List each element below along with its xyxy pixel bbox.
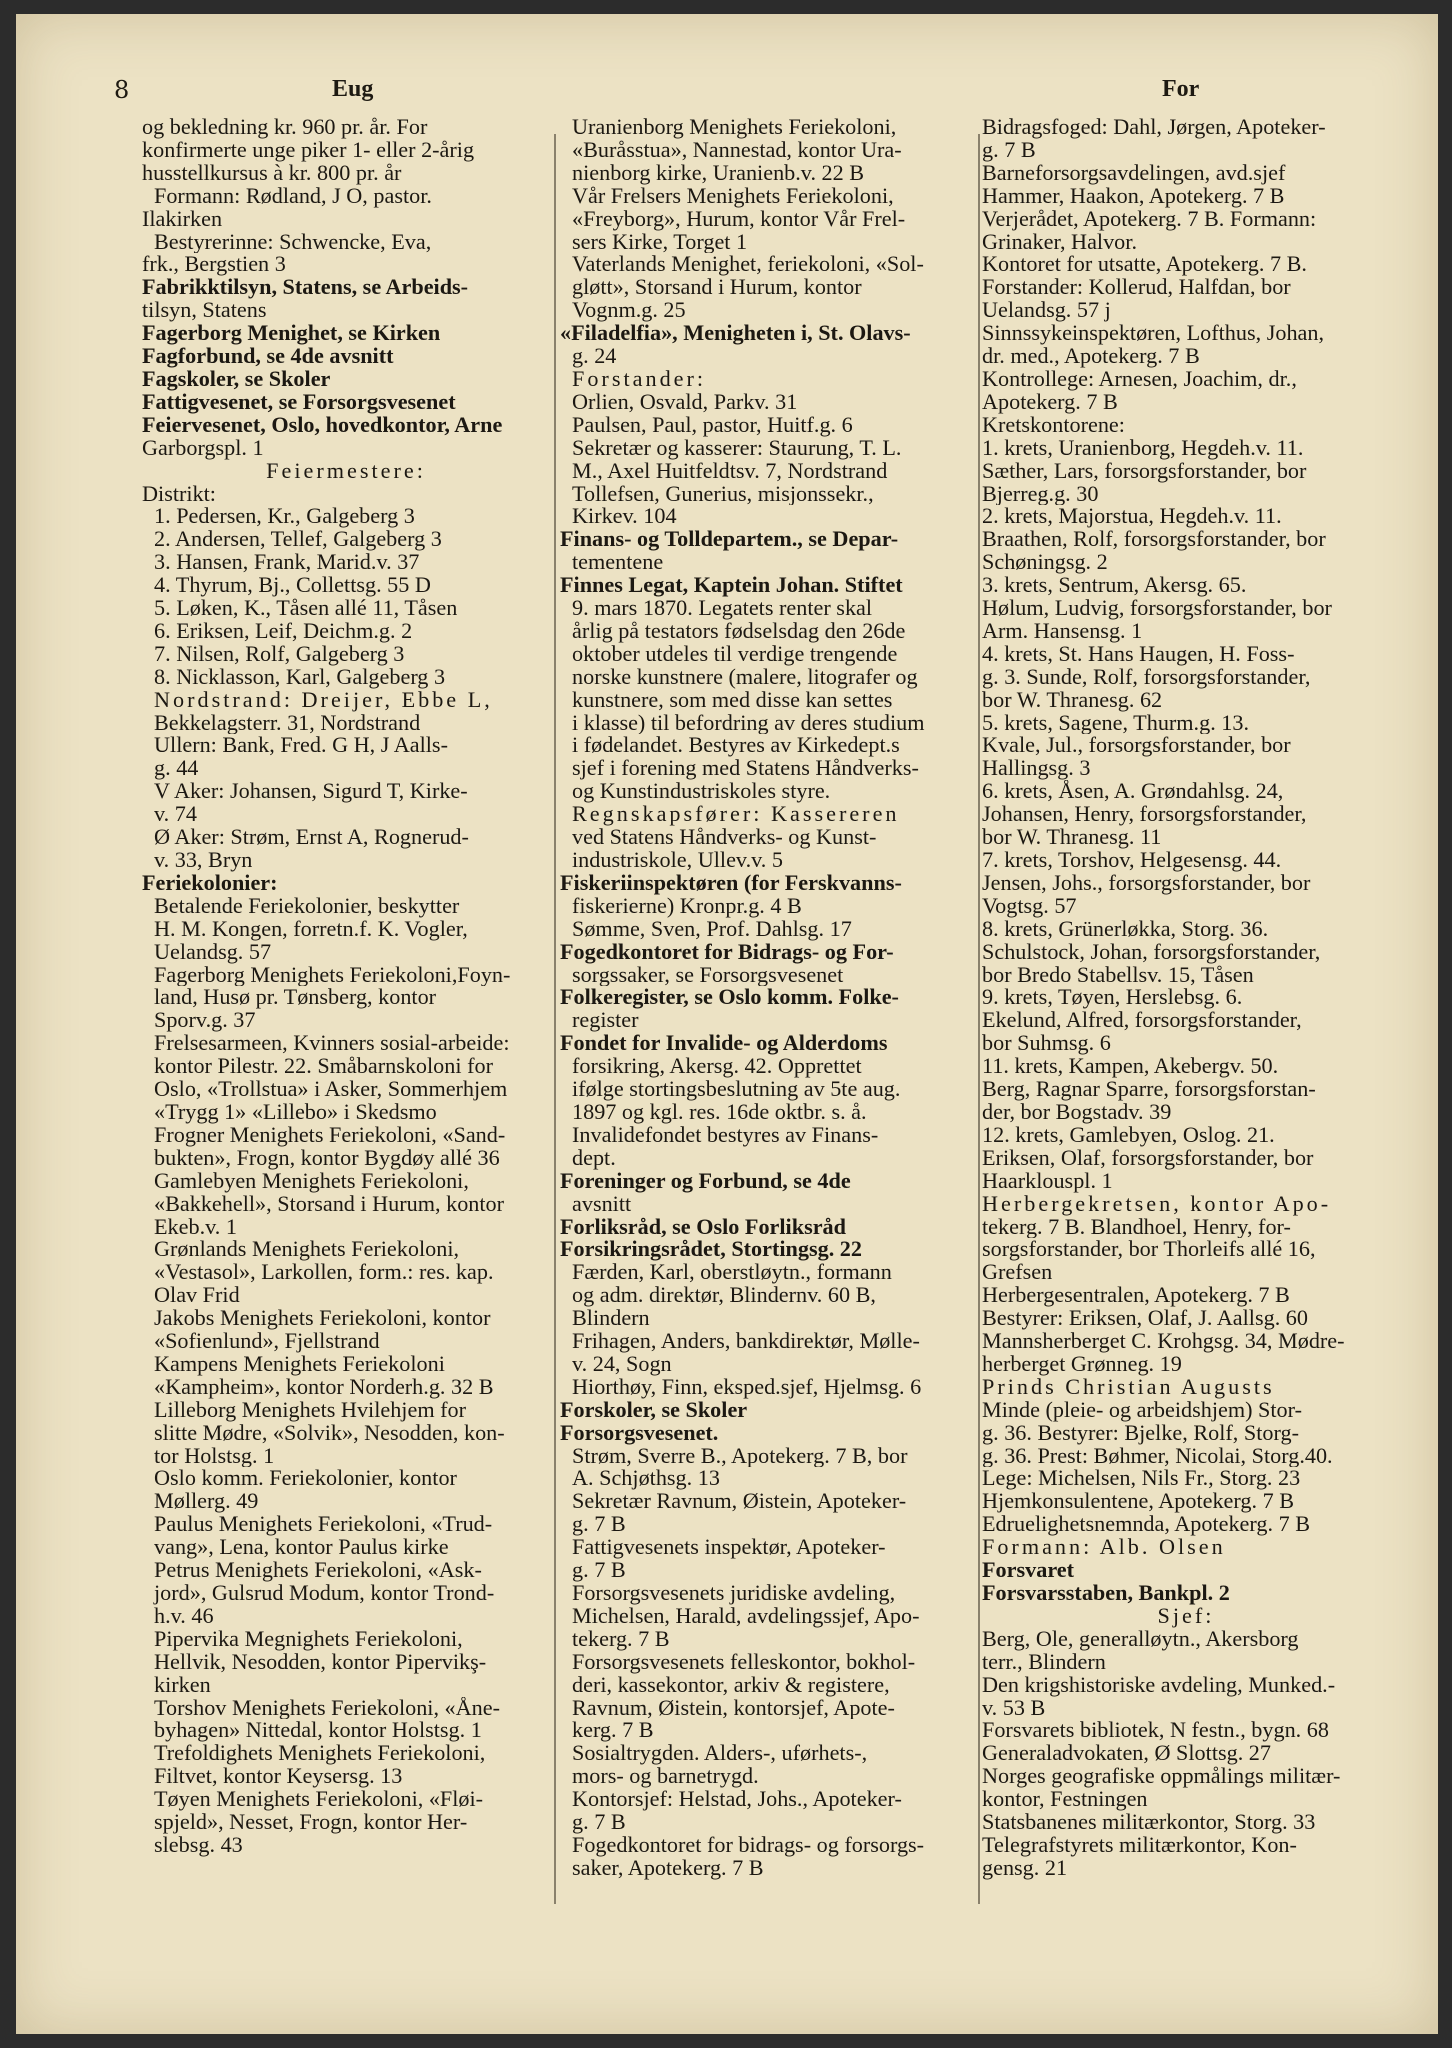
column-divider-2 [978, 134, 980, 1904]
entry-line: Bestyrer: Eriksen, Olaf, J. Aallsg. 60 [982, 1307, 1308, 1331]
entry-line: Fattigvesenets inspektør, Apoteker- [572, 1536, 886, 1560]
entry-line: Lilleborg Menighets Hvilehjem for [154, 1398, 467, 1422]
entry-line: Mannsherberget C. Krohgsg. 34, Mødre- [982, 1330, 1345, 1353]
entry-line: g. 3. Sunde, Rolf, forsorgsforstander, [982, 665, 1311, 689]
entry-line: «Vestasol», Larkollen, form.: res. kap. [154, 1261, 494, 1285]
entry-line: Hallingsg. 3 [982, 757, 1091, 781]
entry-line: Arm. Hansensg. 1 [982, 619, 1143, 643]
entry-line: g. 7 B [572, 1811, 626, 1834]
entry-line: tor Holstsg. 1 [154, 1444, 275, 1468]
entry-line: Uranienborg Menighets Feriekoloni, [572, 116, 897, 139]
column-divider-1 [554, 134, 556, 1904]
entry-line: Hammer, Haakon, Apotekerg. 7 B [982, 184, 1285, 208]
entry-line: 5. Løken, K., Tåsen allé 11, Tåsen [154, 597, 458, 620]
entry-line: «Bakkehell», Storsand i Hurum, kontor [154, 1192, 505, 1216]
entry-line: Distrikt: [142, 482, 216, 506]
entry-line: Michelsen, Harald, avdelingssjef, Apo- [572, 1604, 920, 1628]
entry-line: Hellvik, Nesodden, kontor Pipervikş- [154, 1650, 487, 1674]
entry-line: A. Schjøthsg. 13 [572, 1467, 720, 1491]
entry-line: 9. mars 1870. Legatets renter skal [572, 597, 873, 620]
entry-line: Feiermestere: [266, 459, 426, 483]
entry-line: og bekledning kr. 960 pr. år. For [142, 116, 428, 139]
entry-line: Grønlands Menighets Feriekoloni, [154, 1238, 460, 1262]
entry-line: Forstander: Kollerud, Halfdan, bor [982, 276, 1291, 300]
entry-line: Tøyen Menighets Feriekoloni, «Fløi- [154, 1788, 484, 1812]
entry-line: Fagerborg Menighets Feriekoloni,Foyn- [154, 963, 511, 987]
entry-line: kunstnere, som med disse kan settes [572, 688, 893, 712]
entry-line: 6. krets, Åsen, A. Grøndahlsg. 24, [982, 780, 1284, 804]
entry-line: sorgsforstander, bor Thorleifs allé 16, [982, 1238, 1316, 1262]
entry-line: land, Husø pr. Tønsberg, kontor [154, 986, 437, 1010]
entry-line: Paulus Menighets Feriekoloni, «Trud- [154, 1513, 493, 1537]
entry-line: Oslo komm. Feriekolonier, kontor [154, 1467, 457, 1491]
entry-line: Oslo, «Trollstua» i Asker, Sommerhjem [154, 1078, 508, 1101]
entry-line: avsnitt [572, 1192, 632, 1216]
entry-line: Kontrollege: Arnesen, Joachim, dr., [982, 367, 1297, 391]
entry-line: Orlien, Osvald, Parkv. 31 [572, 390, 798, 414]
entry-line: Ullern: Bank, Fred. G H, J Aalls- [154, 734, 448, 758]
entry-line: Frogner Menighets Feriekoloni, «Sand- [154, 1123, 506, 1147]
entry-line: «Sofienlund», Fjellstrand [154, 1330, 380, 1353]
entry-line: Jakobs Menighets Feriekoloni, kontor [154, 1307, 491, 1331]
entry-line: tilsyn, Statens [142, 299, 267, 323]
entry-line: Sømme, Sven, Prof. Dahlsg. 17 [572, 917, 852, 941]
entry-line: Jensen, Johs., forsorgsforstander, bor [982, 871, 1311, 895]
entry-line: Sporv.g. 37 [154, 1009, 256, 1033]
entry-heading: Forsorgsvesenet. [560, 1421, 719, 1445]
entry-line: register [572, 1009, 639, 1033]
entry-line: Paulsen, Paul, pastor, Huitf.g. 6 [572, 413, 853, 437]
entry-heading: Feiervesenet, Oslo, hovedkontor, Arne [142, 413, 503, 437]
entry-line: Berg, Ragnar Sparre, forsorgsforstan- [982, 1078, 1316, 1101]
entry-line: jord», Gulsrud Modum, kontor Trond- [154, 1582, 495, 1605]
entry-line: Vår Frelsers Menighets Feriekoloni, [572, 184, 894, 208]
entry-line: i fødelandet. Bestyres av Kirkedept.s [572, 734, 900, 758]
entry-line: Formann: Rødland, J O, pastor. [154, 184, 432, 208]
entry-line: Frihagen, Anders, bankdirektør, Mølle- [572, 1330, 920, 1353]
entry-line: Grinaker, Halvor. [982, 230, 1137, 254]
entry-line: bor Bredo Stabellsv. 15, Tåsen [982, 963, 1254, 987]
entry-line: Sosialtrygden. Alders-, uførhets-, [572, 1742, 868, 1766]
entry-line: v. 33, Bryn [154, 849, 253, 872]
entry-line: g. 36. Bestyrer: Bjelke, Rolf, Storg- [982, 1421, 1299, 1445]
entry-heading: Fogedkontoret for Bidrags- og For- [560, 940, 894, 964]
entry-heading: Forskoler, se Skoler [560, 1398, 748, 1422]
entry-line: Tollefsen, Gunerius, misjonssekr., [572, 482, 874, 506]
text-column-2 [560, 116, 974, 2006]
entry-line: Nordstrand: Dreijer, Ebbe L, [154, 688, 493, 712]
entry-heading: Finnes Legat, Kaptein Johan. Stiftet [560, 574, 903, 598]
entry-heading: Forsikringsrådet, Stortingsg. 22 [560, 1238, 862, 1262]
entry-line: 2. krets, Majorstua, Hegdeh.v. 11. [982, 505, 1282, 529]
entry-line: Strøm, Sverre B., Apotekerg. 7 B, bor [572, 1444, 908, 1468]
entry-line: konfirmerte unge piker 1- eller 2-årig [142, 138, 475, 162]
entry-line: g. 7 B [572, 1559, 626, 1582]
entry-line: gløtt», Storsand i Hurum, kontor [572, 276, 862, 300]
entry-line: Fogedkontoret for bidrags- og forsorgs- [572, 1833, 925, 1857]
entry-line: ifølge stortingsbeslutning av 5te aug. [572, 1078, 901, 1101]
entry-line: 1. krets, Uranienborg, Hegdeh.v. 11. [982, 436, 1304, 460]
entry-line: årlig på testators fødselsdag den 26de [572, 619, 906, 643]
entry-line: Telegrafstyrets militærkontor, Kon- [982, 1833, 1297, 1857]
entry-line: husstellkursus à kr. 800 pr. år [142, 161, 402, 185]
entry-line: oktober utdeles til verdige trengende [572, 642, 898, 666]
entry-line: Schulstock, Johan, forsorgsforstander, [982, 940, 1321, 964]
entry-line: tementene [572, 551, 664, 575]
entry-line: Statsbanenes militærkontor, Storg. 33 [982, 1811, 1316, 1834]
entry-line: Ekeb.v. 1 [154, 1215, 237, 1239]
entry-heading: Fagskoler, se Skoler [142, 367, 331, 391]
entry-heading: Fagerborg Menighet, se Kirken [142, 322, 441, 346]
entry-line: Petrus Menighets Feriekoloni, «Ask- [154, 1559, 482, 1582]
entry-line: Garborgspl. 1 [142, 436, 264, 460]
entry-line: gensg. 21 [982, 1856, 1068, 1880]
entry-line: Regnskapsfører: Kassereren [572, 803, 900, 827]
page-number: 8 [114, 76, 130, 104]
entry-line: kerg. 7 B [572, 1719, 654, 1743]
running-head-left: Eug [332, 76, 374, 102]
entry-line: 7. Nilsen, Rolf, Galgeberg 3 [154, 642, 405, 666]
entry-line: Uelandsg. 57 j [982, 299, 1111, 323]
entry-line: tekerg. 7 B. Blandhoel, Henry, for- [982, 1215, 1291, 1239]
entry-line: 7. krets, Torshov, Helgesensg. 44. [982, 849, 1282, 872]
entry-line: Sekretær og kasserer: Staurung, T. L. [572, 436, 902, 460]
entry-line: «Kampheim», kontor Norderh.g. 32 B [154, 1375, 494, 1399]
entry-line: Ravnum, Øistein, kontorsjef, Apote- [572, 1696, 895, 1720]
entry-line: Edruelighetsnemnda, Apotekerg. 7 B [982, 1513, 1311, 1537]
entry-line: 4. Thyrum, Bj., Collettsg. 55 D [154, 574, 431, 598]
entry-line: saker, Apotekerg. 7 B [572, 1856, 764, 1880]
entry-line: Norges geografiske oppmålings militær- [982, 1765, 1341, 1789]
entry-heading: Fondet for Invalide- og Alderdoms [560, 1032, 888, 1056]
entry-line: kirken [154, 1673, 211, 1697]
entry-line: g. 24 [572, 345, 617, 368]
entry-line: V Aker: Johansen, Sigurd T, Kirke- [154, 780, 468, 804]
entry-line: Hiorthøy, Finn, eksped.sjef, Hjelmsg. 6 [572, 1375, 922, 1399]
entry-line: tekerg. 7 B [572, 1627, 670, 1651]
entry-line: g. 44 [154, 757, 199, 781]
entry-line: sjef i forening med Statens Håndverks- [572, 757, 919, 781]
entry-line: Kretskontorene: [982, 413, 1125, 437]
entry-line: Sæther, Lars, forsorgsforstander, bor [982, 459, 1307, 483]
entry-line: Lege: Michelsen, Nils Fr., Storg. 23 [982, 1467, 1301, 1491]
entry-line: Grefsen [982, 1261, 1053, 1285]
entry-line: vang», Lena, kontor Paulus kirke [154, 1536, 449, 1560]
entry-line: 6. Eriksen, Leif, Deichm.g. 2 [154, 619, 413, 643]
entry-line: bor Suhmsg. 6 [982, 1032, 1111, 1056]
entry-line: bor W. Thranesg. 11 [982, 826, 1162, 849]
entry-line: der, bor Bogstadv. 39 [982, 1100, 1172, 1124]
entry-line: spjeld», Nesset, Frogn, kontor Her- [154, 1811, 468, 1834]
entry-line: H. M. Kongen, forretn.f. K. Vogler, [154, 917, 468, 941]
entry-line: frk., Bergstien 3 [142, 253, 286, 277]
entry-line: Sinnssykeinspektøren, Lofthus, Johan, [982, 322, 1325, 346]
entry-line: mors- og barnetrygd. [572, 1765, 759, 1789]
entry-line: «Trygg 1» «Lillebo» i Skedsmo [154, 1100, 437, 1124]
entry-line: dr. med., Apotekerg. 7 B [982, 345, 1200, 368]
entry-line: M., Axel Huitfeldtsv. 7, Nordstrand [572, 459, 888, 483]
entry-line: Bjerreg.g. 30 [982, 482, 1099, 506]
entry-line: Kontorsjef: Helstad, Johs., Apoteker- [572, 1788, 902, 1812]
entry-heading: Fagforbund, se 4de avsnitt [142, 345, 394, 368]
entry-line: Forstander: [572, 367, 707, 391]
entry-heading: Forliksråd, se Oslo Forliksråd [560, 1215, 846, 1239]
entry-line: Prinds Christian Augusts [982, 1375, 1275, 1399]
entry-line: herberget Grønneg. 19 [982, 1352, 1182, 1376]
entry-line: slebsg. 43 [154, 1833, 243, 1857]
entry-line: kontor Pilestr. 22. Småbarnskoloni for [154, 1055, 493, 1079]
entry-line: «Freyborg», Hurum, kontor Vår Frel- [572, 207, 906, 231]
entry-line: Færden, Karl, oberstløytn., formann [572, 1261, 892, 1285]
entry-line: deri, kassekontor, arkiv & registere, [572, 1673, 890, 1697]
entry-line: Gamlebyen Menighets Feriekoloni, [154, 1169, 469, 1193]
entry-heading: Forsvaret [982, 1559, 1074, 1582]
entry-line: Minde (pleie- og arbeidshjem) Stor- [982, 1398, 1302, 1422]
entry-line: i klasse) til befordring av deres studium [572, 711, 925, 735]
entry-line: Herbergekretsen, kontor Apo- [982, 1192, 1332, 1216]
entry-line: Bekkelagsterr. 31, Nordstrand [154, 711, 421, 735]
entry-line: dept. [572, 1146, 616, 1170]
entry-line: ved Statens Håndverks- og Kunst- [572, 826, 877, 849]
entry-heading: Fattigvesenet, se Forsorgsvesenet [142, 390, 456, 414]
entry-line: Møllerg. 49 [154, 1490, 259, 1514]
entry-heading: Feriekolonier: [142, 871, 278, 895]
entry-line: Kvale, Jul., forsorgsforstander, bor [982, 734, 1291, 758]
entry-line: Johansen, Henry, forsorgsforstander, [982, 803, 1307, 827]
entry-line: Trefoldighets Menighets Feriekoloni, [154, 1742, 486, 1766]
entry-line: Berg, Ole, generalløytn., Akersborg [982, 1627, 1299, 1651]
entry-line: 2. Andersen, Tellef, Galgeberg 3 [154, 528, 442, 552]
entry-line: byhagen» Nittedal, kontor Holstsg. 1 [154, 1719, 482, 1743]
entry-line: Ø Aker: Strøm, Ernst A, Rognerud- [154, 826, 469, 849]
entry-line: Filtvet, kontor Keysersg. 13 [154, 1765, 403, 1789]
entry-line: Forsvarets bibliotek, N festn., bygn. 68 [982, 1719, 1329, 1743]
entry-line: Eriksen, Olaf, forsorgsforstander, bor [982, 1146, 1314, 1170]
entry-line: Frelsesarmeen, Kvinners sosial-arbeide: [154, 1032, 510, 1056]
entry-line: Braathen, Rolf, forsorgsforstander, bor [982, 528, 1326, 552]
text-column-3 [982, 116, 1390, 2006]
entry-line: kontor, Festningen [982, 1788, 1148, 1812]
entry-line: Haarklouspl. 1 [982, 1169, 1113, 1193]
entry-line: Hølum, Ludvig, forsorgsforstander, bor [982, 597, 1332, 620]
entry-line: Kirkev. 104 [572, 505, 677, 529]
entry-line: Ekelund, Alfred, forsorgsforstander, [982, 1009, 1302, 1033]
entry-heading: Fabrikktilsyn, Statens, se Arbeids- [142, 276, 469, 300]
entry-line: 9. krets, Tøyen, Herslebsg. 6. [982, 986, 1243, 1010]
entry-line: Pipervika Megnighets Feriekoloni, [154, 1627, 463, 1651]
entry-line: Betalende Feriekolonier, beskytter [154, 894, 460, 918]
entry-heading: Finans- og Tolldepartem., se Depar- [560, 528, 899, 552]
entry-line: v. 74 [154, 803, 197, 827]
entry-line: Sekretær Ravnum, Øistein, Apoteker- [572, 1490, 907, 1514]
entry-line: v. 53 B [982, 1696, 1046, 1720]
entry-line: Schøningsg. 2 [982, 551, 1108, 575]
entry-line: Apotekerg. 7 B [982, 390, 1118, 414]
entry-line: g. 7 B [982, 138, 1036, 162]
entry-line: 4. krets, St. Hans Haugen, H. Foss- [982, 642, 1295, 666]
entry-line: Hjemkonsulentene, Apotekerg. 7 B [982, 1490, 1295, 1514]
entry-line: h.v. 46 [154, 1604, 214, 1628]
entry-line: Generaladvokaten, Ø Slottsg. 27 [982, 1742, 1271, 1766]
entry-line: Sjef: [1157, 1604, 1215, 1628]
entry-line: Herbergesentralen, Apotekerg. 7 B [982, 1284, 1290, 1308]
entry-line: fiskerierne) Kronpr.g. 4 B [572, 894, 802, 918]
entry-line: Barneforsorgsavdelingen, avd.sjef [982, 161, 1286, 185]
entry-heading: Forsvarsstaben, Bankpl. 2 [982, 1582, 1230, 1605]
entry-line: 8. Nicklasson, Karl, Galgeberg 3 [154, 665, 446, 689]
entry-line: Vogtsg. 57 [982, 894, 1077, 918]
running-head-right: For [1162, 76, 1200, 102]
entry-line: 3. Hansen, Frank, Marid.v. 37 [154, 551, 420, 575]
entry-line: Olav Frid [154, 1284, 240, 1308]
entry-line: Ilakirken [142, 207, 223, 231]
entry-heading: Fiskeriinspektøren (for Ferskvanns- [560, 871, 902, 895]
entry-line: terr., Blindern [982, 1650, 1106, 1674]
entry-line: 1. Pedersen, Kr., Galgeberg 3 [154, 505, 415, 529]
entry-line: Den krigshistoriske avdeling, Munked.- [982, 1673, 1336, 1697]
directory-page [16, 14, 1438, 2034]
entry-line: Invalidefondet bestyres av Finans- [572, 1123, 879, 1147]
entry-heading: «Filadelfia», Menigheten i, St. Olavs- [560, 322, 911, 346]
text-column-1 [142, 116, 550, 2006]
entry-line: «Buråsstua», Nannestad, kontor Ura- [572, 138, 902, 162]
entry-line: 1897 og kgl. res. 16de oktbr. s. å. [572, 1100, 867, 1124]
entry-line: Verjerådet, Apotekerg. 7 B. Formann: [982, 207, 1317, 231]
entry-line: g. 36. Prest: Bøhmer, Nicolai, Storg.40. [982, 1444, 1333, 1468]
entry-line: Vaterlands Menighet, feriekoloni, «Sol- [572, 253, 924, 277]
entry-line: bukten», Frogn, kontor Bygdøy allé 36 [154, 1146, 500, 1170]
entry-line: g. 7 B [572, 1513, 626, 1537]
entry-line: v. 24, Sogn [572, 1352, 672, 1376]
entry-heading: Foreninger og Forbund, se 4de [560, 1169, 851, 1193]
entry-line: sers Kirke, Torget 1 [572, 230, 748, 254]
entry-line: Bestyrerinne: Schwencke, Eva, [154, 230, 432, 254]
entry-line: Blindern [572, 1307, 650, 1331]
entry-line: slitte Mødre, «Solvik», Nesodden, kon- [154, 1421, 505, 1445]
entry-line: norske kunstnere (malere, litografer og [572, 665, 918, 689]
entry-line: 5. krets, Sagene, Thurm.g. 13. [982, 711, 1250, 735]
entry-line: Kontoret for utsatte, Apotekerg. 7 B. [982, 253, 1307, 277]
entry-line: Uelandsg. 57 [154, 940, 272, 964]
entry-line: sorgssaker, se Forsorgsvesenet [572, 963, 844, 987]
entry-heading: Folkeregister, se Oslo komm. Folke- [560, 986, 899, 1010]
entry-line: forsikring, Akersg. 42. Opprettet [572, 1055, 862, 1079]
entry-line: 3. krets, Sentrum, Akersg. 65. [982, 574, 1247, 598]
entry-line: og Kunstindustriskoles styre. [572, 780, 831, 804]
entry-line: Torshov Menighets Feriekoloni, «Åne- [154, 1696, 500, 1720]
entry-line: 11. krets, Kampen, Akebergv. 50. [982, 1055, 1279, 1079]
entry-line: Kampens Menighets Feriekoloni [154, 1352, 445, 1376]
entry-line: Vognm.g. 25 [572, 299, 686, 323]
entry-line: Bidragsfoged: Dahl, Jørgen, Apoteker- [982, 116, 1326, 139]
entry-line: nienborg kirke, Uranienb.v. 22 B [572, 161, 865, 185]
entry-line: Forsorgsvesenets felleskontor, bokhol- [572, 1650, 916, 1674]
entry-line: Formann: Alb. Olsen [982, 1536, 1226, 1560]
entry-line: 12. krets, Gamlebyen, Oslog. 21. [982, 1123, 1275, 1147]
entry-line: og adm. direktør, Blindernv. 60 B, [572, 1284, 876, 1308]
entry-line: Forsorgsvesenets juridiske avdeling, [572, 1582, 896, 1605]
entry-line: 8. krets, Grünerløkka, Storg. 36. [982, 917, 1269, 941]
entry-line: industriskole, Ullev.v. 5 [572, 849, 783, 872]
entry-line: bor W. Thranesg. 62 [982, 688, 1163, 712]
